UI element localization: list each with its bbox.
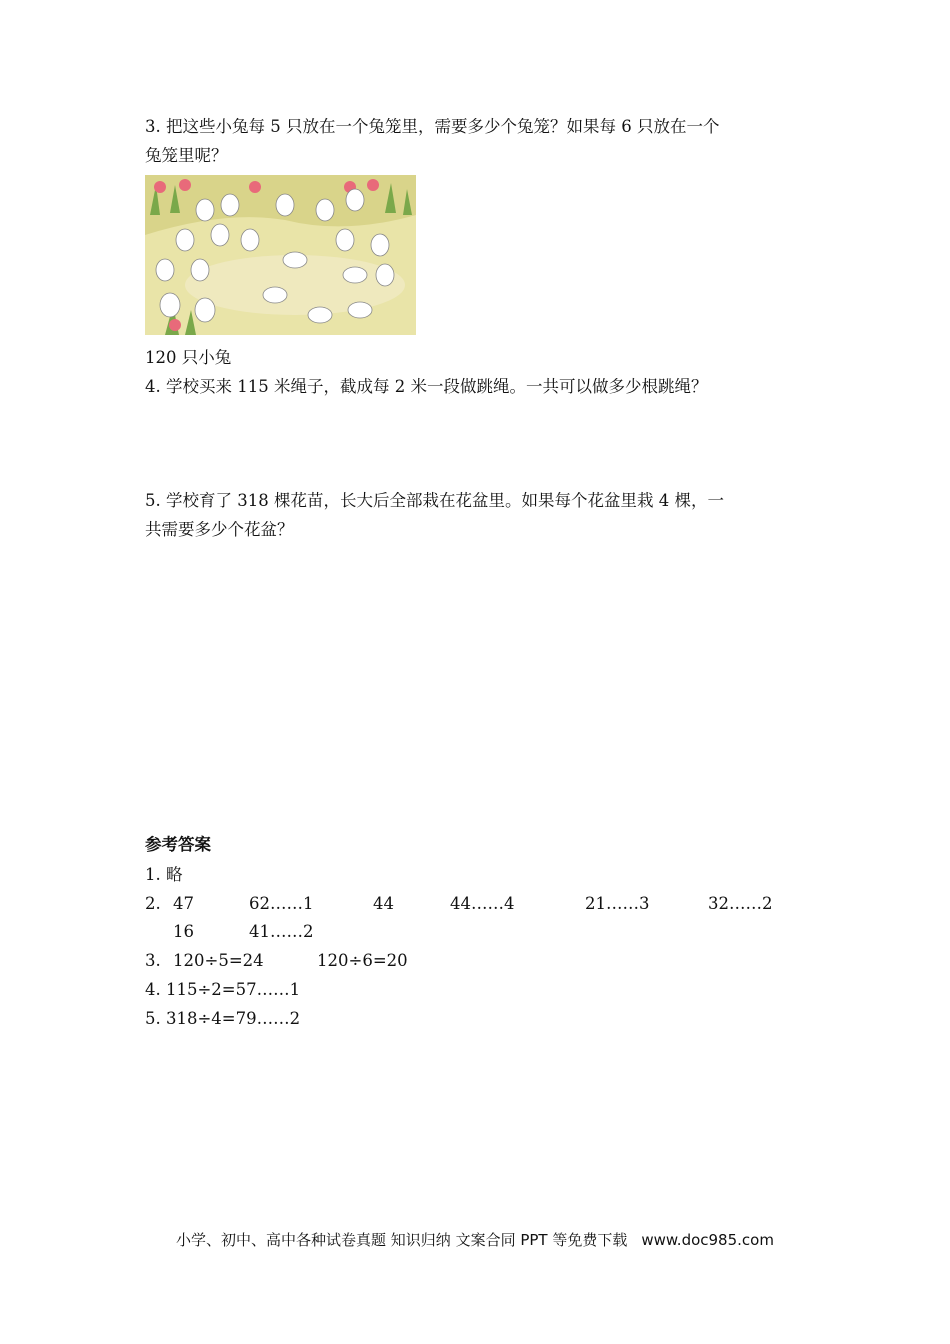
- answer-2-value: 47: [173, 894, 194, 913]
- answer-4: 4. 115÷2=57……1: [145, 980, 301, 999]
- question-5-line-1: 5. 学校育了 318 棵花苗，长大后全部栽在花盆里。如果每个花盆里栽 4 棵，一: [145, 491, 724, 510]
- question-4: 4. 学校买来 115 米绳子，截成每 2 米一段做跳绳。一共可以做多少根跳绳？: [145, 377, 708, 396]
- answer-2-value: 44: [373, 894, 394, 913]
- question-5-line-2: 共需要多少个花盆？: [145, 520, 294, 539]
- footer: [0, 1229, 950, 1250]
- question-3-line-2: 兔笼里呢？: [145, 146, 228, 165]
- footer-text: 小学、初中、高中各种试卷真题 知识归纳 文案合同 PPT 等免费下载: [176, 1231, 628, 1249]
- question-3-caption: 120 只小兔: [145, 348, 232, 367]
- answer-2-value: 62……1: [249, 894, 314, 913]
- answer-3-value: 120÷5=24: [173, 951, 264, 970]
- answer-3-label: 3.: [145, 951, 161, 970]
- footer-site-link[interactable]: www.doc985.com: [641, 1231, 774, 1249]
- answer-2-value: 41……2: [249, 922, 314, 941]
- answers-heading: 参考答案: [145, 835, 211, 854]
- answer-2-value: 16: [173, 922, 194, 941]
- answer-2-label: 2.: [145, 894, 161, 913]
- question-3-line-1: 3. 把这些小兔每 5 只放在一个兔笼里，需要多少个兔笼？如果每 6 只放在一个: [145, 117, 720, 136]
- answer-3-value: 120÷6=20: [317, 951, 408, 970]
- answer-1: 1. 略: [145, 865, 183, 884]
- answer-2-value: 32……2: [708, 894, 773, 913]
- answer-2-value: 21……3: [585, 894, 650, 913]
- answer-2-value: 44……4: [450, 894, 515, 913]
- rabbits-illustration: [145, 175, 416, 335]
- answer-5: 5. 318÷4=79……2: [145, 1009, 301, 1028]
